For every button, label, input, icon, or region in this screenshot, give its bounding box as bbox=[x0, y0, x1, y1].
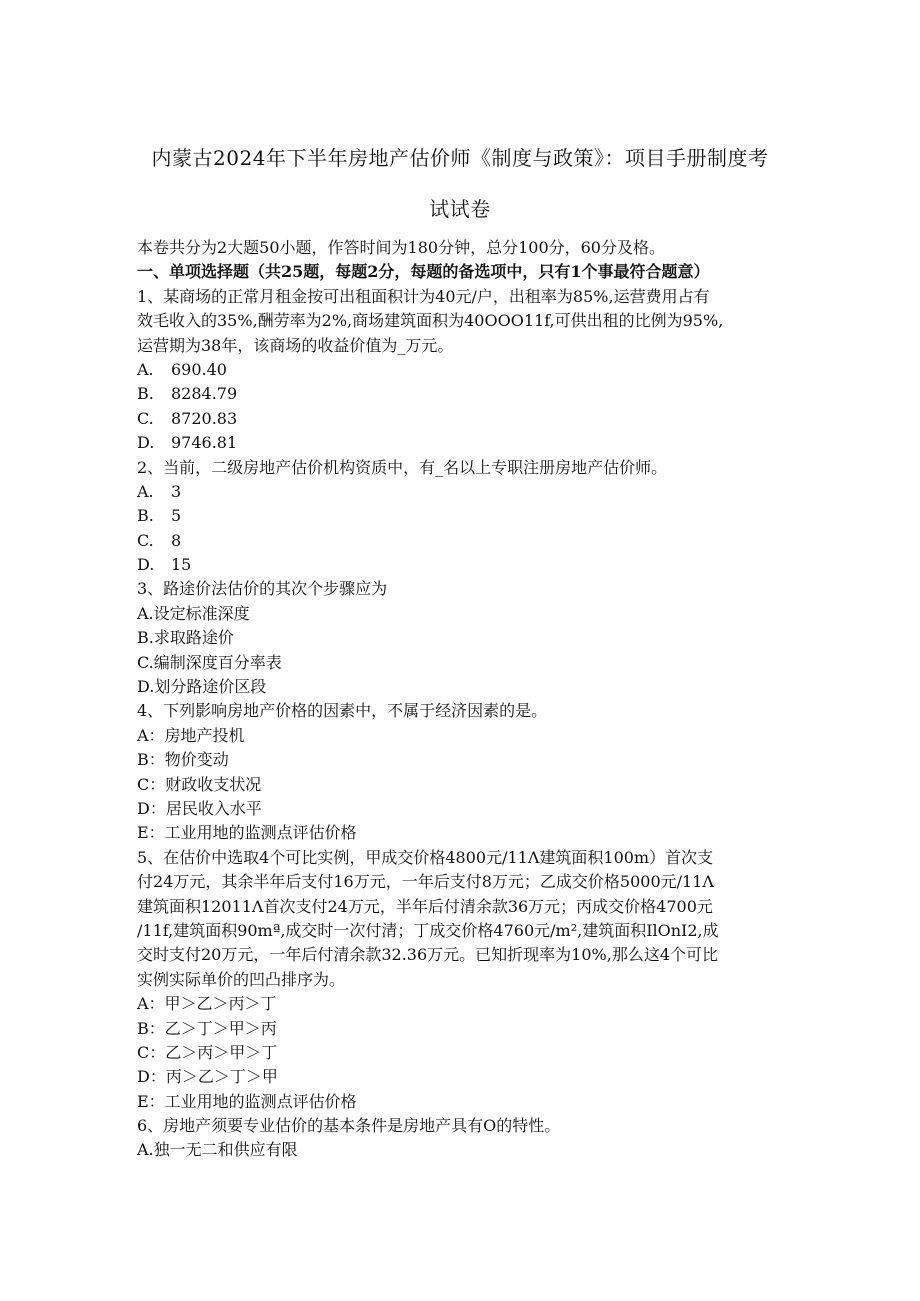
answer-option: E：工业用地的监测点评估价格 bbox=[137, 1091, 357, 1111]
question-1 bbox=[137, 285, 787, 456]
answer-option bbox=[137, 529, 787, 553]
answer-option bbox=[137, 553, 787, 577]
answer-option: B：乙＞丁＞甲＞丙 bbox=[137, 1018, 277, 1038]
question-stem-line: 2、当前，二级房地产估价机构资质中，有_名以上专职注册房地产估价师。 bbox=[137, 457, 668, 477]
option-text: 5 bbox=[171, 506, 182, 526]
option-text: 9746.81 bbox=[171, 433, 238, 453]
option-key: B. bbox=[137, 506, 154, 526]
answer-option bbox=[137, 407, 787, 431]
question-stem-line: 运营期为38年，该商场的收益价值为_万元。 bbox=[137, 335, 454, 355]
question-stem-line: 4、下列影响房地产价格的因素中，不属于经济因素的是。 bbox=[137, 701, 548, 721]
option-key: D. bbox=[137, 433, 155, 453]
option-key: A. bbox=[137, 481, 154, 501]
answer-option: C.编制深度百分率表 bbox=[137, 652, 282, 672]
answer-option: A.设定标准深度 bbox=[137, 603, 250, 623]
answer-option bbox=[137, 480, 787, 504]
exam-intro: 本卷共分为2大题50小题，作答时间为180分钟，总分100分，60分及格。 bbox=[137, 238, 665, 257]
document-title-line-1: 内蒙古2024年下半年房地产估价师《制度与政策》：项目手册制度考 bbox=[151, 146, 769, 170]
answer-option: C：财政收支状况 bbox=[137, 774, 262, 794]
option-key: B. bbox=[137, 384, 154, 404]
question-3 bbox=[137, 577, 787, 699]
question-stem-line: 6、房地产须要专业估价的基本条件是房地产具有O的特性。 bbox=[137, 1116, 561, 1136]
answer-option: C：乙＞丙＞甲＞丁 bbox=[137, 1042, 278, 1062]
option-text: 8284.79 bbox=[171, 384, 238, 404]
question-stem-line: 实例实际单价的凹凸排序为。 bbox=[137, 969, 346, 989]
question-stem-line: 5、在估价中选取4个可比实例，甲成交价格4800元/11Λ建筑面积100m）首次支 bbox=[137, 847, 714, 867]
answer-option: A：房地产投机 bbox=[137, 725, 245, 745]
question-stem-line: 付24万元，其余半年后支付16万元，一年后支付8万元；乙成交价格5000元/11Λ bbox=[137, 872, 714, 892]
answer-option bbox=[137, 504, 787, 528]
answer-option: D：居民收入水平 bbox=[137, 798, 262, 818]
answer-option bbox=[137, 431, 787, 455]
question-4 bbox=[137, 699, 787, 845]
option-text: 8720.83 bbox=[171, 408, 238, 428]
answer-option: D.划分路途价区段 bbox=[137, 677, 267, 697]
option-text: 15 bbox=[171, 555, 192, 575]
question-stem-line: 交时支付20万元，一年后付清余款32.36万元。已知折现率为10%,那么这4个可比 bbox=[137, 945, 718, 965]
document-body bbox=[137, 236, 787, 1163]
question-stem-line: 3、路途价法估价的其次个步骤应为 bbox=[137, 579, 388, 599]
section-heading: 一、单项选择题（共25题，每题2分，每题的备选项中，只有1个事最符合题意） bbox=[137, 262, 710, 282]
option-key: D. bbox=[137, 555, 155, 575]
answer-option bbox=[137, 382, 787, 406]
question-5 bbox=[137, 846, 787, 1114]
question-stem-line: 建筑面积12011Λ首次支付24万元，半年后付清余款36万元；丙成交价格4700元 bbox=[137, 896, 713, 916]
option-text: 8 bbox=[171, 530, 182, 550]
question-6 bbox=[137, 1114, 787, 1163]
answer-option: B.求取路途价 bbox=[137, 628, 234, 648]
answer-option bbox=[137, 358, 787, 382]
document-title-line-2: 试试卷 bbox=[429, 197, 491, 221]
answer-option: A：甲＞乙＞丙＞丁 bbox=[137, 994, 277, 1014]
answer-option: D：丙＞乙＞丁＞甲 bbox=[137, 1067, 278, 1087]
option-key: C. bbox=[137, 530, 154, 550]
option-key: C. bbox=[137, 408, 154, 428]
question-stem-line: /11f,建筑面积90mª,成交时一次付清；丁成交价格4760元/m²,建筑面积IlOnI2,成 bbox=[137, 920, 719, 940]
question-stem-line: 1、某商场的正常月租金按可出租面积计为40元/户，出租率为85%,运营费用占有 bbox=[137, 286, 710, 306]
answer-option: B：物价变动 bbox=[137, 750, 229, 770]
answer-option: A.独一无二和供应有限 bbox=[137, 1140, 298, 1160]
question-stem-line: 效毛收入的35%,酬劳率为2%,商场建筑面积为40OOO11f,可供出租的比例为95%, bbox=[137, 311, 724, 331]
option-text: 3 bbox=[171, 481, 182, 501]
answer-option: E：工业用地的监测点评估价格 bbox=[137, 823, 357, 843]
question-2 bbox=[137, 456, 787, 578]
option-key: A. bbox=[137, 359, 154, 379]
option-text: 690.40 bbox=[171, 359, 227, 379]
